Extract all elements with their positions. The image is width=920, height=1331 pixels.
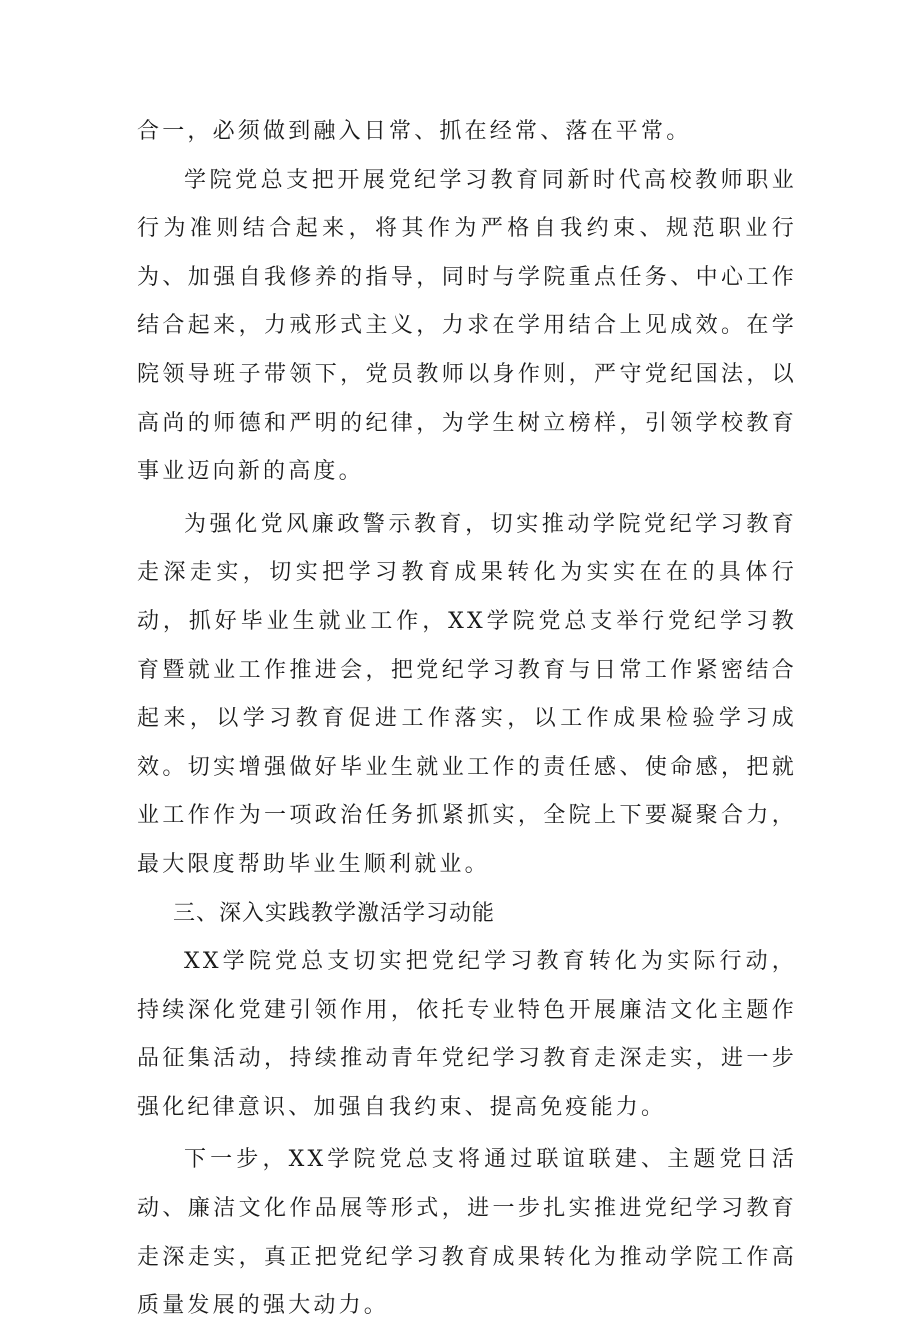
paragraph-continuation: 合一，必须做到融入日常、抓在经常、落在平常。 bbox=[137, 119, 692, 144]
paragraph-employment-work: 为强化党风廉政警示教育，切实推动学院党纪学习教育走深走实，切实把学习教育成果转化为实实在在的具体行动，抓好毕业生就业工作，XX学院党总支举行党纪学习教育暨就业工作推进会，把党纪学习教育与日常工作紧密结合起来，以学习教育促进工作落实，以工作成果检验学习成效。切实增强做好毕业生就业工作的责任感、使命感，把就业工作作为一项政治任务抓紧抓实，全院上下要凝聚合力，最大限度帮助毕业生顺利就业。 bbox=[137, 511, 797, 877]
paragraph-next-steps: 下一步，XX学院党总支将通过联谊联建、主题党日活动、廉洁文化作品展等形式，进一步扎实推进党纪学习教育走深走实，真正把党纪学习教育成果转化为推动学院工作高质量发展的强大动力。 bbox=[137, 1147, 797, 1319]
paragraph-teacher-conduct: 学院党总支把开展党纪学习教育同新时代高校教师职业行为准则结合起来，将其作为严格自我约束、规范职业行为、加强自我修养的指导，同时与学院重点任务、中心工作结合起来，力戒形式主义，力求在学用结合上见成效。在学院领导班子带领下，党员教师以身作则，严守党纪国法，以高尚的师德和严明的纪律，为学生树立榜样，引领学校教育事业迈向新的高度。 bbox=[137, 167, 797, 485]
section-heading-3: 三、深入实践教学激活学习动能 bbox=[173, 900, 496, 926]
document-body bbox=[137, 108, 797, 1331]
paragraph-practice-teaching: XX学院党总支切实把党纪学习教育转化为实际行动，持续深化党建引领作用，依托专业特色开展廉洁文化主题作品征集活动，持续推动青年党纪学习教育走深走实，进一步强化纪律意识、加强自我约束、提高免疫能力。 bbox=[137, 949, 797, 1120]
